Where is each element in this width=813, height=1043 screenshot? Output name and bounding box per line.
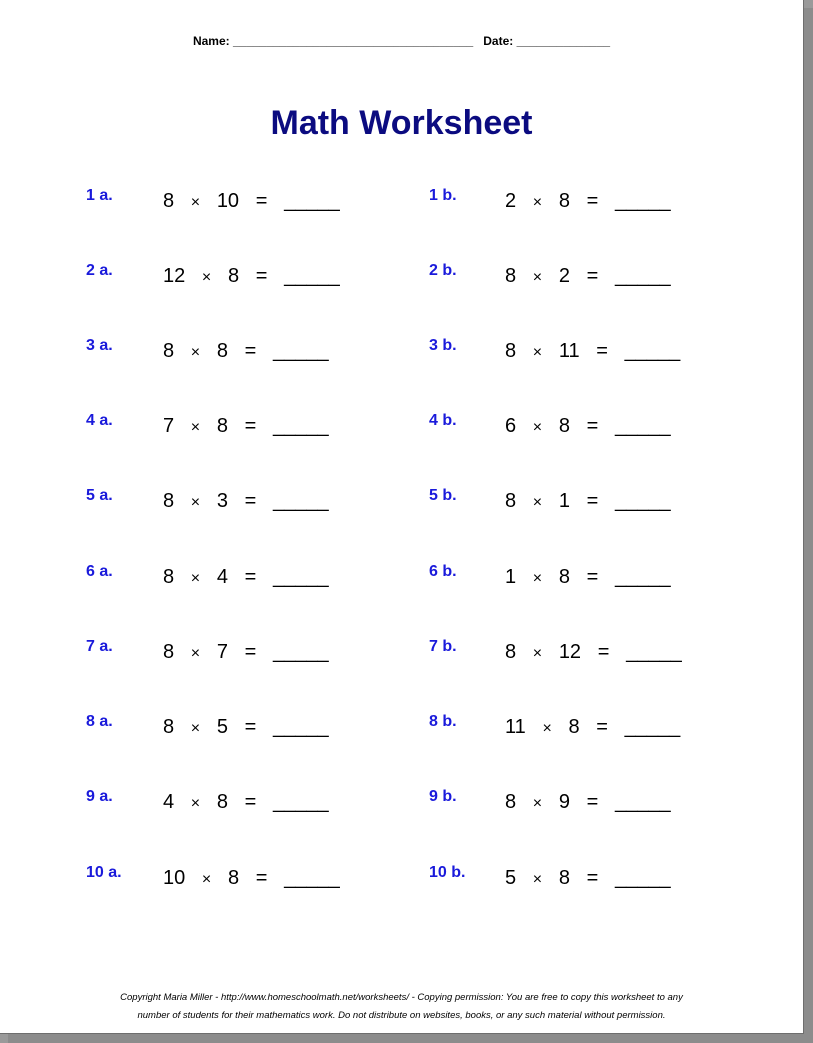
right-operand: 8 [216,791,228,813]
answer-blank: _____ [272,340,329,362]
page-shadow-bottom [8,1034,813,1043]
right-operand: 8 [227,867,240,889]
times-sign: × [532,570,543,587]
equals-sign: = [586,190,599,212]
name-blank: ____________________________________ [232,34,474,48]
times-sign: × [532,645,543,662]
left-operand: 12 [163,265,186,287]
right-operand: 2 [558,265,570,287]
times-sign: × [190,645,201,662]
right-operand: 8 [558,566,570,588]
problem-label: 4 a. [86,412,113,429]
right-operand: 11 [558,340,580,362]
left-operand: 4 [163,791,175,813]
left-operand: 8 [163,641,175,663]
right-operand: 8 [216,340,228,362]
date-blank: ______________ [516,34,611,48]
times-sign: × [532,419,543,436]
left-operand: 8 [505,265,517,287]
answer-blank: _____ [272,791,329,813]
answer-blank: _____ [624,340,681,362]
right-operand: 10 [216,190,240,212]
right-operand: 12 [558,641,582,663]
equals-sign: = [586,415,599,437]
times-sign: × [532,269,543,286]
times-sign: × [190,795,201,812]
left-operand: 1 [505,566,517,588]
problem-row-problems_b [0,563,803,593]
left-operand: 5 [505,867,517,889]
problem-label: 7 b. [429,638,457,655]
copyright-footer [0,989,803,1025]
equals-sign: = [244,340,257,362]
right-operand: 9 [558,791,570,813]
problem-expression [505,340,680,363]
right-operand: 5 [216,716,228,738]
problem-label: 7 a. [86,638,113,655]
problem-label: 8 a. [86,713,113,730]
problem-row-problems_b [0,337,803,367]
times-sign: × [190,344,201,361]
problem-row-problems_b [0,864,803,894]
problem-expression [505,716,680,739]
left-operand: 8 [163,190,175,212]
times-sign: × [532,344,543,361]
footer-line-1: Copyright Maria Miller - http://www.homeschoolmath.net/worksheets/ - Copying permission: You are free to copy this worksheet to any [120,992,683,1003]
problem-label: 4 b. [429,412,457,429]
problem-label: 10 a. [86,864,122,881]
problem-expression [505,566,671,589]
problem-row-problems_b [0,788,803,818]
date-label: Date: [483,34,514,48]
problem-label: 5 a. [86,487,113,504]
answer-blank: _____ [272,641,329,663]
answer-blank: _____ [614,791,671,813]
equals-sign: = [597,641,610,663]
left-operand: 8 [505,641,517,663]
equals-sign: = [244,641,257,663]
answer-blank: _____ [614,265,671,287]
problem-expression [505,867,671,890]
left-operand: 10 [163,867,186,889]
right-operand: 4 [216,566,228,588]
answer-blank: _____ [614,490,671,512]
equals-sign: = [586,265,599,287]
left-operand: 7 [163,415,175,437]
times-sign: × [532,194,543,211]
times-sign: × [190,419,201,436]
problem-label: 9 a. [86,788,113,805]
answer-blank: _____ [284,265,340,287]
problem-row-problems_b [0,262,803,292]
answer-blank: _____ [284,867,340,889]
left-operand: 8 [163,716,175,738]
equals-sign: = [586,566,599,588]
answer-blank: _____ [614,190,671,212]
problem-label: 1 b. [429,187,457,204]
left-operand: 8 [163,340,175,362]
equals-sign: = [244,791,257,813]
left-operand: 6 [505,415,517,437]
answer-blank: _____ [272,490,329,512]
problem-row-problems_b [0,187,803,217]
left-operand: 8 [163,566,175,588]
times-sign: × [201,871,212,888]
equals-sign: = [244,490,257,512]
times-sign: × [532,795,543,812]
left-operand: 2 [505,190,517,212]
problem-expression [505,415,671,438]
equals-sign: = [244,716,257,738]
equals-sign: = [244,566,257,588]
right-operand: 8 [568,716,580,738]
answer-blank: _____ [624,716,681,738]
times-sign: × [542,720,552,737]
right-operand: 8 [216,415,228,437]
equals-sign: = [596,340,608,362]
problem-label: 6 b. [429,563,457,580]
problem-label: 3 a. [86,337,113,354]
equals-sign: = [586,791,599,813]
left-operand: 8 [505,340,517,362]
answer-blank: _____ [272,716,329,738]
answer-blank: _____ [626,641,682,663]
answer-blank: _____ [272,566,329,588]
problem-label: 10 b. [429,864,466,881]
times-sign: × [190,570,201,587]
answer-blank: _____ [614,867,671,889]
problem-row-problems_b [0,487,803,517]
right-operand: 8 [558,867,570,889]
problem-label: 1 a. [86,187,113,204]
equals-sign: = [244,415,257,437]
problem-label: 2 b. [429,262,457,279]
left-operand: 8 [163,490,175,512]
problem-row-problems_b [0,638,803,668]
problem-expression [505,490,671,513]
problem-expression [505,265,671,288]
answer-blank: _____ [614,415,671,437]
answer-blank: _____ [284,190,340,212]
times-sign: × [532,871,543,888]
name-date-line [0,34,803,48]
right-operand: 7 [216,641,228,663]
right-operand: 8 [558,190,570,212]
equals-sign: = [586,490,599,512]
answer-blank: _____ [272,415,329,437]
equals-sign: = [586,867,599,889]
left-operand: 11 [505,716,526,738]
footer-line-2: number of students for their mathematics work. Do not distribute on websites, books, or any such material without permission. [137,1010,666,1021]
problem-expression [505,641,682,664]
right-operand: 3 [216,490,228,512]
page-title: Math Worksheet [270,104,533,142]
problem-expression [505,190,671,213]
name-label: Name: [192,34,230,48]
problem-label: 2 a. [86,262,113,279]
problem-row-problems_b [0,412,803,442]
times-sign: × [190,494,201,511]
times-sign: × [190,194,201,211]
equals-sign: = [596,716,608,738]
problem-row-problems_b [0,713,803,743]
times-sign: × [532,494,543,511]
left-operand: 8 [505,490,517,512]
equals-sign: = [255,867,268,889]
right-operand: 8 [558,415,570,437]
equals-sign: = [255,265,268,287]
right-operand: 8 [227,265,240,287]
problem-expression [505,791,671,814]
problem-label: 5 b. [429,487,457,504]
equals-sign: = [255,190,268,212]
answer-blank: _____ [614,566,671,588]
problem-label: 3 b. [429,337,457,354]
times-sign: × [190,720,201,737]
right-operand: 1 [558,490,570,512]
problem-label: 8 b. [429,713,457,730]
page-shadow-right [804,8,813,1043]
left-operand: 8 [505,791,517,813]
times-sign: × [201,269,212,286]
problem-label: 9 b. [429,788,457,805]
problem-label: 6 a. [86,563,113,580]
